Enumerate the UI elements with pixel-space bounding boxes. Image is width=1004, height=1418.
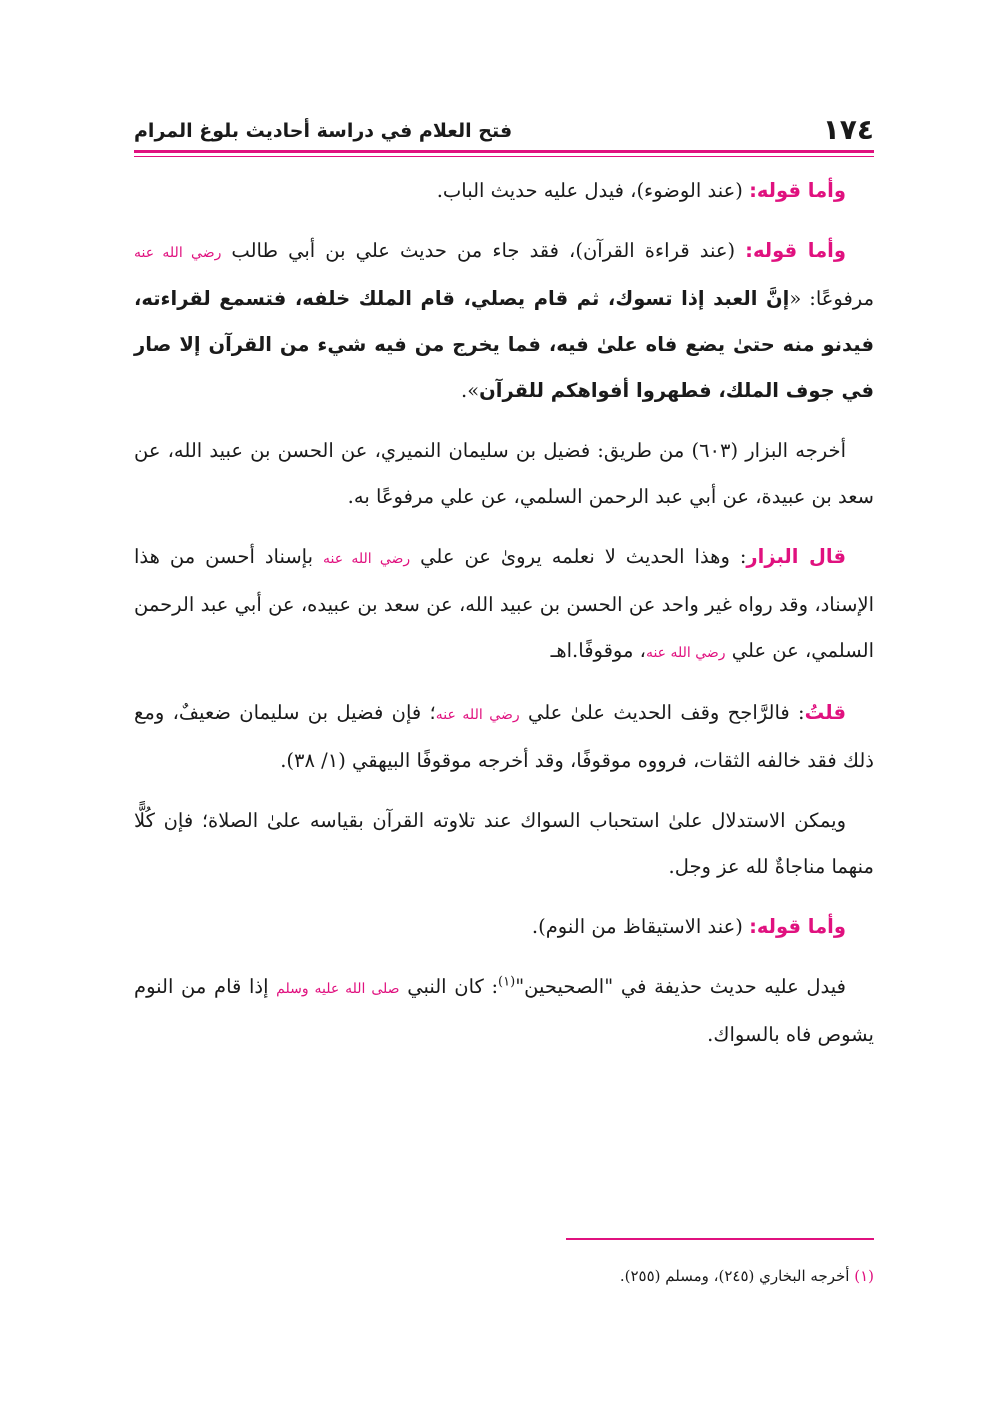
paragraph-text: (عند الاستيقاظ من النوم). [531, 915, 750, 938]
paragraph-text: بإسناد أحسن من هذا الإسناد، وقد رواه غير واحد عن الحسن بن عبيد الله، عن سعد بن عبيده، عن أبي عبد الرحمن السلمي، عن علي [134, 545, 874, 662]
paragraph-2 [134, 228, 874, 414]
footnote [134, 1262, 874, 1290]
paragraph-5 [134, 690, 874, 784]
lead-phrase: وأما قوله: [749, 915, 846, 938]
paragraph-text: ، موقوفًا.اهـ [550, 639, 646, 662]
footnote-text: أخرجه البخاري (٢٤٥)، ومسلم (٢٥٥). [619, 1267, 855, 1285]
lead-phrase: وأما قوله: [749, 179, 846, 202]
header-rule-thick [134, 150, 874, 153]
paragraph-7 [134, 904, 874, 950]
paragraph-8 [134, 964, 874, 1058]
honorific-glyph: صلى الله عليه وسلم [276, 981, 400, 997]
hadith-text: إنَّ العبد إذا تسوك، ثم قام يصلي، قام الملك خلفه، فتسمع لقراءته، فيدنو منه حتىٰ يضع فاه علىٰ فيه، فما يخرج من فيه شيء من القرآن إلا صار في جوف الملك، فطهروا أفواهكم للقرآن [134, 287, 874, 402]
honorific-glyph: رضي الله عنه [435, 707, 520, 723]
lead-phrase: قلتُ [804, 701, 846, 724]
header-rule-thin [134, 156, 874, 157]
paragraph-text: : وهذا الحديث لا نعلمه يرویٰ عن علي [410, 545, 747, 568]
lead-phrase: وأما قوله: [745, 239, 846, 262]
paragraph-text: ويمكن الاستدلال علىٰ استحباب السواك عند تلاوته القرآن بقياسه علىٰ الصلاة؛ فإن كُلًّا منهما مناجاةٌ لله عز وجل. [134, 809, 874, 878]
paragraph-text: ؛ فإن فضيل بن سليمان ضعيفٌ، ومع ذلك فقد خالفه الثقات، فرووه موقوفًا، وقد أخرجه موقوفًا البيهقي (١/ ٣٨). [134, 701, 874, 772]
page-number: ١٧٤ [822, 113, 874, 146]
page-header [134, 110, 874, 150]
running-title: فتح العلام في دراسة أحاديث بلوغ المرام [134, 120, 513, 142]
paragraph-1 [134, 168, 874, 214]
honorific-glyph: رضي الله عنه [645, 645, 726, 661]
honorific-glyph: رضي الله عنه [323, 551, 411, 567]
paragraph-text: : كان النبي [399, 975, 499, 998]
paragraph-3 [134, 428, 874, 520]
paragraph-text: ». [461, 379, 480, 402]
lead-phrase: قال البزار [746, 545, 846, 568]
paragraph-text: (عند قراءة القرآن)، فقد جاء من حديث علي بن أبي طالب [221, 239, 746, 262]
footnote-rule [566, 1238, 874, 1240]
paragraph-text: فيدل عليه حديث حذيفة في "الصحيحين" [515, 975, 846, 998]
paragraph-text: أخرجه البزار (٦٠٣) من طريق: فضيل بن سليمان النميري، عن الحسن بن عبيد الله، عن سعد بن عبيدة، عن أبي عبد الرحمن السلمي، عن علي مرفوعًا به. [134, 439, 874, 508]
paragraph-text: إذا قام من النوم يشوص فاه بالسواك. [134, 975, 874, 1046]
honorific-glyph: رضي الله عنه [134, 245, 222, 261]
paragraph-4 [134, 534, 874, 676]
paragraph-text: : فالرَّاجح وقف الحديث علىٰ علي [519, 701, 805, 724]
paragraph-text: مرفوعًا: « [789, 287, 875, 310]
paragraph-6 [134, 798, 874, 890]
paragraph-text: (عند الوضوء)، فيدل عليه حديث الباب. [436, 179, 750, 202]
main-text [134, 168, 874, 1072]
footnote-reference[interactable]: (١) [498, 974, 516, 990]
footnote-number: (١) [854, 1267, 874, 1285]
